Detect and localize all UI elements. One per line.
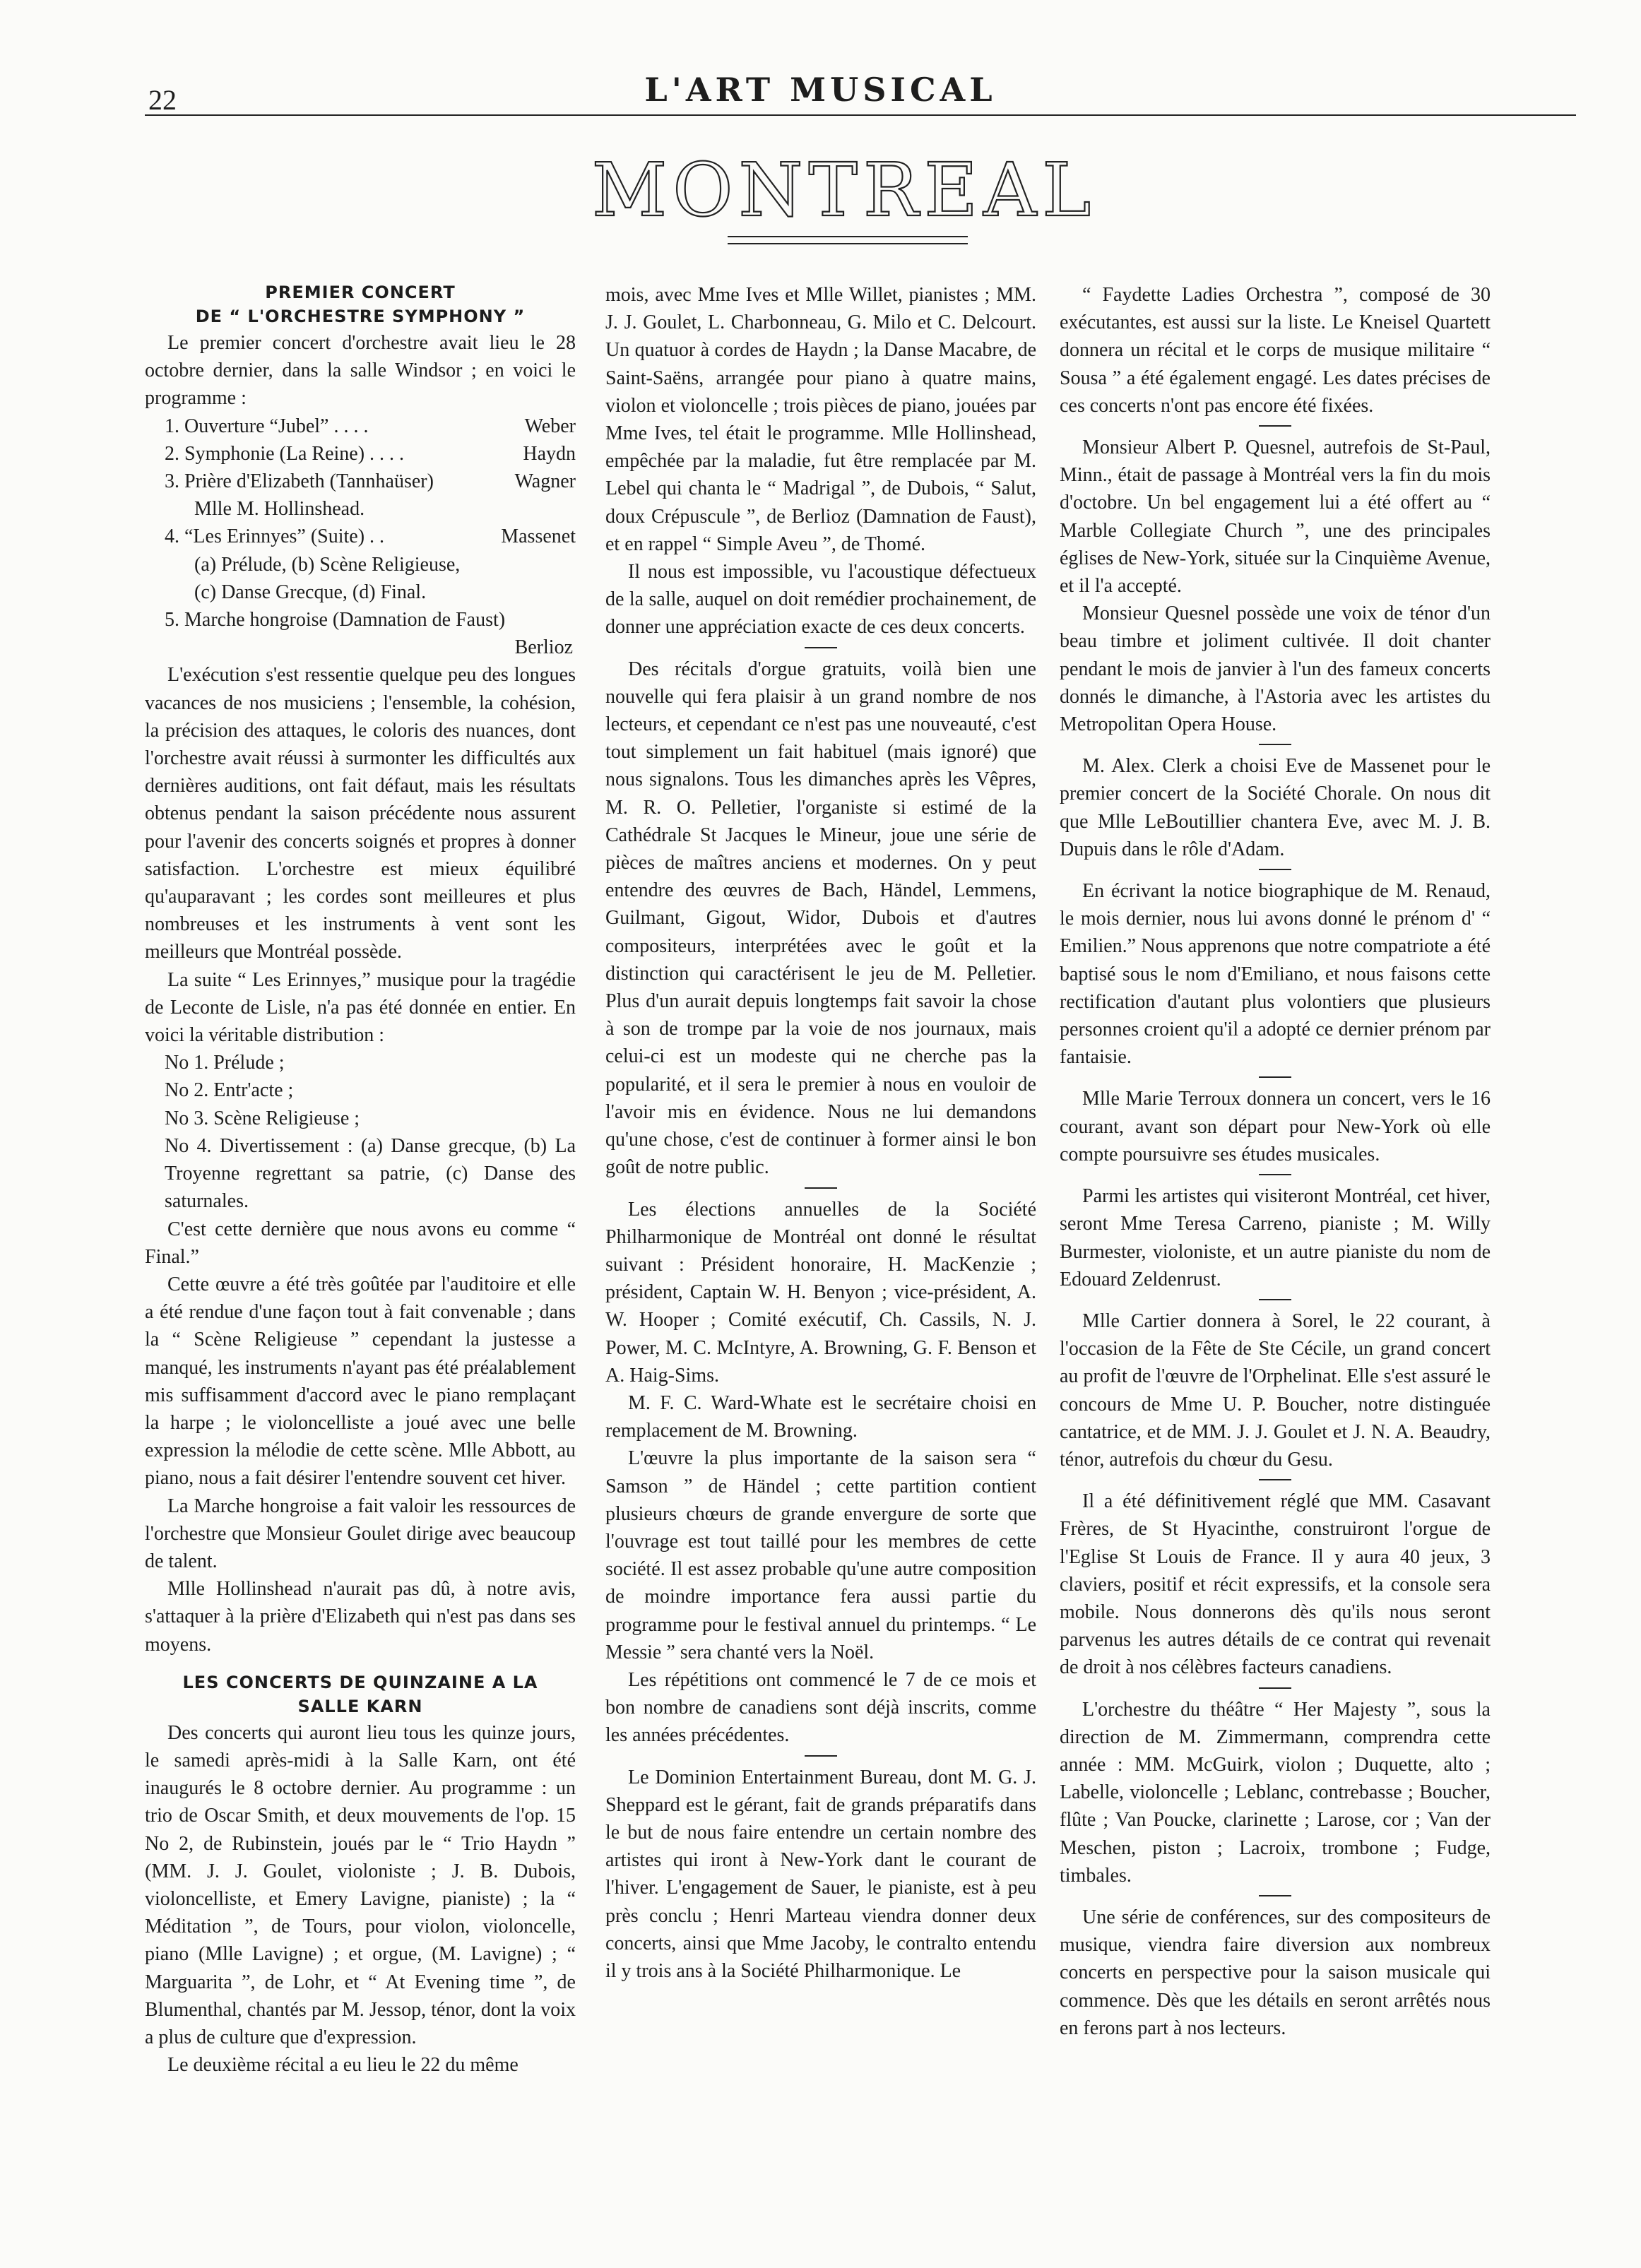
paragraph: Monsieur Albert P. Quesnel, autrefois de St-Paul, Minn., était de passage à Montréal vers la fin du mois d'octobre. Un bel engagement lui a été offert au “ Marble Collegiate Church ”, une des principales églises de New-York, située sur la Cinquième Avenue, et il l'a accepté.	[1060, 437, 1491, 598]
program-line	[145, 578, 576, 606]
concert-program	[145, 412, 576, 634]
paragraph: Le Dominion Entertainment Bureau, dont M. G. J. Sheppard est le gérant, fait de grands préparatifs dans le but de nous faire entendre un certain nombre des artistes qui iront à New-York dant le courant de l'hiver. L'engagement de Sauer, le pianiste, est à peu près conclu ; Henri Marteau viendra donner deux concerts, ainsi que Mme Jacoby, le contralto entendu il y trois ans à la Société Philharmonique. Le	[605, 1766, 1036, 1982]
program-composer: Weber	[524, 415, 576, 437]
masthead-rule	[145, 114, 1576, 116]
program-line	[145, 606, 576, 634]
paragraph: La Marche hongroise a fait valoir les ressources de l'orchestre que Monsieur Goulet dirige avec beaucoup de talent.	[145, 1495, 576, 1572]
paragraph: Le premier concert d'orchestre avait lieu le 28 octobre dernier, dans la salle Windsor ; en voici le programme :	[145, 332, 576, 410]
paragraph: Mlle Cartier donnera à Sorel, le 22 courant, à l'occasion de la Fête de Ste Cécile, un grand concert au profit de l'œuvre de l'Orphelinat. Elle s'est assuré le concours de Mme U. P. Boucher, notre distinguée cantatrice, et de MM. J. J. Goulet et J. N. A. Beaudry, ténor, autrefois du chœur du Gesu.	[1060, 1310, 1491, 1471]
program-piece: (c) Danse Grecque, (d) Final.	[194, 581, 427, 603]
column-middle	[605, 281, 1036, 1985]
program-piece: 2. Symphonie (La Reine) . . . .	[165, 442, 405, 465]
separator	[1259, 1299, 1291, 1300]
paragraph: Il nous est impossible, vu l'acoustique défectueux de la salle, auquel on doit remédier prochainement, de donner une appréciation exacte de ces deux concerts.	[605, 561, 1036, 639]
paragraph: M. Alex. Clerk a choisi Eve de Massenet pour le premier concert de la Société Chorale. On nous dit que Mlle LeBoutillier chantera Eve, avec M. J. B. Dupuis dans le rôle d'Adam.	[1060, 755, 1491, 860]
distribution-item: No 3. Scène Religieuse ;	[165, 1107, 360, 1129]
paragraph: Cette œuvre a été très goûtée par l'auditoire et elle a été rendue d'une façon tout à fait convenable ; dans la “ Scène Religieuse ” cependant la justesse a manqué, les instruments n'ayant pas été préalablement mis suffisamment d'accord avec le piano remplaçant la harpe ; le violoncelliste a joué avec une belle expression la mélodie de cette scène. Mlle Abbott, au piano, nous a fait désirer l'entendre souvent cet hiver.	[145, 1273, 576, 1490]
separator	[1259, 1895, 1291, 1896]
paragraph: Il a été définitivement réglé que MM. Casavant Frères, de St Hyacinthe, construiront l'orgue de l'Eglise St Louis de France. Il y aura 40 jeux, 3 claviers, positif et récit expressifs, et la console sera mobile. Nous donnerons dès qu'ils nous seront parvenus les autres détails de ce contrat qui revenait de droit à nos célèbres facteurs canadiens.	[1060, 1490, 1491, 1679]
distribution-item: No 4. Divertissement : (a) Danse grecque, (b) La Troyenne regrettant sa patrie, (c) Danse des saturnales.	[165, 1134, 576, 1213]
program-line	[145, 440, 576, 468]
paragraph: Le deuxième récital a eu lieu le 22 du même	[167, 2054, 519, 2077]
separator	[1259, 869, 1291, 870]
program-line	[145, 468, 576, 495]
program-piece: 1. Ouverture “Jubel” . . . .	[165, 415, 369, 437]
program-line	[145, 551, 576, 578]
page-number: 22	[148, 84, 177, 116]
program-piece: 3. Prière d'Elizabeth (Tannhaüser)	[165, 470, 434, 493]
program-line	[145, 523, 576, 550]
paragraph: “ Faydette Ladies Orchestra ”, composé de 30 exécutantes, est aussi sur la liste. Le Kneisel Quartett donnera un récital et le corps de musique militaire “ Sousa ” a été également engagé. Les dates précises de ces concerts n'ont pas encore été fixées.	[1060, 284, 1491, 417]
paragraph: Mlle Marie Terroux donnera un concert, vers le 16 courant, avant son départ pour New-York où elle compte poursuivre ses études musicales.	[1060, 1088, 1491, 1165]
separator	[1259, 744, 1291, 745]
program-piece: Mlle M. Hollinshead.	[194, 498, 365, 521]
separator	[1259, 1076, 1291, 1078]
paragraph: En écrivant la notice biographique de M. Renaud, le mois dernier, nous lui avons donné le prénom d' “ Emilien.” Nous apprenons que notre compatriote a été baptisé sous le nom d'Emiliano, et nous faisons cette rectification d'autant plus volontiers que plusieurs personnes croient qu'il a adopté ce dernier prénom par fantaisie.	[1060, 880, 1491, 1069]
separator	[1259, 1174, 1291, 1175]
section-title: MONTREAL	[591, 147, 1097, 233]
separator	[805, 647, 837, 648]
program-piece: 4. “Les Erinnyes” (Suite) . .	[165, 526, 385, 548]
paragraph: Des récitals d'orgue gratuits, voilà bien une nouvelle qui fera plaisir à un grand nombre de nos lecteurs, et cependant ce n'est pas une nouveauté, c'est tout simplement un fait habituel (mais ignoré) que nous signalons. Tous les dimanches après les Vêpres, M. R. O. Pelletier, l'organiste si estimé de la Cathédrale St Jacques le Mineur, joue une série de pièces de maîtres anciens et modernes. On y peut entendre des œuvres de Bach, Händel, Lemmens, Guilmant, Gigout, Widor, Dubois et d'autres compositeurs, interprétées avec le goût et la distinction qui caractérisent le jeu de M. Pelletier. Plus d'un aurait depuis longtemps fait savoir la chose à son de trompe par la voie de nos journaux, mais celui-ci est un modeste qui ne cherche pas la popularité, et il sera le premier à nous en vouloir de l'avoir mis en évidence. Nous ne lui demandons qu'une chose, c'est de continuer à former ainsi le bon goût de notre public.	[605, 658, 1036, 1179]
separator	[1259, 1687, 1291, 1689]
article-heading: PREMIER CONCERT	[265, 283, 456, 302]
paragraph: Les répétitions ont commencé le 7 de ce mois et bon nombre de canadiens sont déjà inscrits, comme les années précédentes.	[605, 1668, 1036, 1747]
program-piece: (a) Prélude, (b) Scène Religieuse,	[194, 553, 461, 576]
paragraph: L'orchestre du théâtre “ Her Majesty ”, sous la direction de M. Zimmermann, comprendra cette année : MM. McGuirk, violon ; Duquette, alto ; Labelle, violoncelle ; Leblanc, contrebasse ; Boucher, flûte ; Van Poucke, clarinette ; Larose, cor ; Van der Meschen, piston ; Lacroix, trombone ; Fudge, timbales.	[1060, 1698, 1491, 1887]
paragraph: M. F. C. Ward-Whate est le secrétaire choisi en remplacement de M. Browning.	[605, 1391, 1036, 1442]
article-heading: LES CONCERTS DE QUINZAINE A LA	[182, 1672, 538, 1692]
program-last-composer: Berlioz	[514, 636, 573, 659]
separator	[1259, 425, 1291, 427]
program-piece: 5. Marche hongroise (Damnation de Faust)	[165, 609, 506, 631]
separator	[805, 1755, 837, 1757]
paragraph: Monsieur Quesnel possède une voix de ténor d'un beau timbre et joliment cultivée. Il doit chanter pendant le mois de janvier à l'un des fameux concerts donnés le dimanche, à l'Astoria avec les artistes du Metropolitan Opera House.	[1060, 602, 1491, 736]
distribution-item: No 1. Prélude ;	[165, 1052, 285, 1074]
paragraph: Parmi les artistes qui visiteront Montréal, cet hiver, seront Mme Teresa Carreno, pianiste ; M. Willy Burmester, violoniste, et un autre pianiste du nom de Edouard Zeldenrust.	[1060, 1185, 1491, 1290]
column-left	[145, 281, 576, 2079]
title-rule-top	[728, 236, 968, 237]
paragraph: Des concerts qui auront lieu tous les quinze jours, le samedi après-midi à la Salle Karn, ont été inaugurés le 8 octobre dernier. Au programme : un trio de Oscar Smith, et deux mouvements de l'op. 15 No 2, de Rubinstein, joués par le “ Trio Haydn ” (MM. J. J. Goulet, violoniste ; J. B. Dubois, violoncelliste, et Emery Lavigne, pianiste) ; la “ Méditation ”, de Tours, pour violon, violoncelle, piano (Mlle Lavigne) ; et orgue, (M. Lavigne) ; “ Marguarita ”, de Lohr, et “ At Evening time ”, de Blumenthal, chantés par M. Jessop, ténor, dont la voix a plus de culture que d'expression.	[145, 1721, 576, 2048]
title-rule-bottom	[728, 243, 968, 244]
program-composer: Haydn	[523, 442, 576, 465]
paragraph: La suite “ Les Erinnyes,” musique pour la tragédie de Leconte de Lisle, n'a pas été donnée en entier. En voici la véritable distribution :	[145, 968, 576, 1047]
paragraph: L'exécution s'est ressentie quelque peu des longues vacances de nos musiciens ; l'ensemble, la cohésion, la précision des attaques, le coloris des nuances, dont l'orchestre avait réussi à surmonter les difficultés aux dernières auditions, ont fait défaut, mais les résultats obtenus pendant la saison précédente nous assurent pour l'avenir des concerts soignés et propres à donner satisfaction. L'orchestre est mieux équilibré qu'auparavant ; les cordes sont meilleures et plus nombreuses et les instruments à vent sont les meilleurs que Montréal possède.	[145, 664, 576, 963]
distribution-item: No 2. Entr'acte ;	[165, 1079, 294, 1102]
paragraph: mois, avec Mme Ives et Mlle Willet, pianistes ; MM. J. J. Goulet, L. Charbonneau, G. Milo et C. Delcourt. Un quatuor à cordes de Haydn ; la Danse Macabre, de Saint-Saëns, arrangée pour piano à quatre mains, violon et violoncelle ; trois pièces de piano, jouées par Mme Ives, tel était le programme. Mlle Hollinshead, empêchée par la maladie, fut être remplacée par M. Lebel qui chanta le “ Madrigal ”, de Dubois, “ Salut, doux Crépuscule ”, de Berlioz (Damnation de Faust), et en rappel “ Simple Aveu ”, de Thomé.	[605, 284, 1036, 555]
paragraph: Les élections annuelles de la Société Philharmonique de Montréal ont donné le résultat suivant : Président honoraire, H. MacKenzie ; président, Captain W. H. Benyon ; vice-président, A. W. Hooper ; Comité exécutif, Ch. Cassils, N. J. Power, M. C. McIntyre, A. Browning, G. F. Benson et A. Haig-Sims.	[605, 1198, 1036, 1387]
article-heading-sub: SALLE KARN	[297, 1696, 423, 1716]
separator	[1259, 1479, 1291, 1480]
program-line	[145, 495, 576, 523]
program-composer: Wagner	[514, 470, 576, 493]
program-composer: Massenet	[501, 526, 576, 548]
separator	[805, 1187, 837, 1189]
paragraph: Une série de conférences, sur des compositeurs de musique, viendra faire diversion aux nombreux concerts en perspective pour la saison musicale qui commence. Dès que les détails en seront arrêtés nous en ferons part à nos lecteurs.	[1060, 1906, 1491, 2039]
column-right	[1060, 281, 1491, 2042]
paragraph: C'est cette dernière que nous avons eu comme “ Final.”	[145, 1218, 576, 1268]
paragraph: L'œuvre la plus importante de la saison sera “ Samson ” de Händel ; cette partition contient plusieurs chœurs de grande envergure de sorte que l'ouvrage est tout taillé pour les membres de cette société. Il est assez probable qu'une autre composition de moindre importance fera aussi partie du programme pour le festival annuel du printemps. “ Le Messie ” sera chanté vers la Noël.	[605, 1447, 1036, 1663]
article-heading-sub: DE “ L'ORCHESTRE SYMPHONY ”	[195, 307, 526, 326]
paragraph: Mlle Hollinshead n'aurait pas dû, à notre avis, s'attaquer à la prière d'Elizabeth qui n'est pas dans ses moyens.	[145, 1578, 576, 1656]
journal-title: L'ART MUSICAL	[644, 71, 997, 109]
program-line	[145, 412, 576, 440]
